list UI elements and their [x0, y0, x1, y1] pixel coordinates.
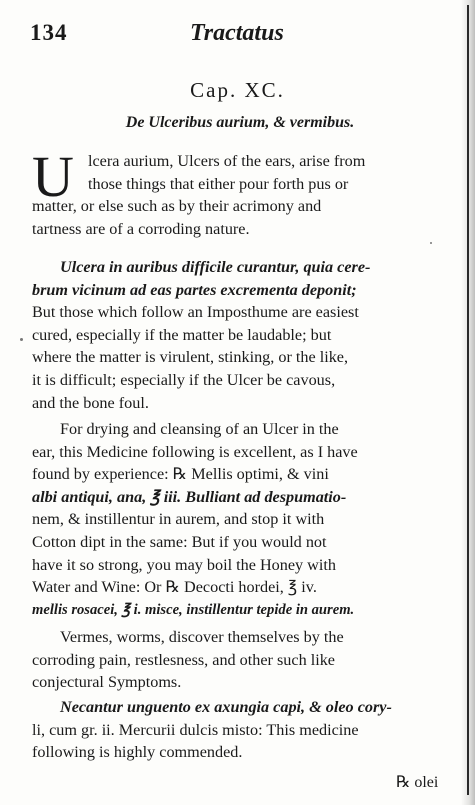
text-line: Ulcera in auribus difficile curantur, quia cere- — [60, 258, 371, 276]
text-line: cured, especially if the matter be laudable; but — [32, 325, 332, 344]
text-line: li, cum gr. ii. Mercurii dulcis misto: This medicine — [32, 720, 359, 739]
text-line: nem, & instillentur in aurem, and stop it with — [32, 510, 325, 529]
paragraph-2 — [32, 256, 452, 414]
text-line: corroding pain, restlesness, and other such like — [32, 650, 335, 669]
print-speck — [20, 338, 23, 341]
paragraph-4 — [32, 626, 452, 694]
paragraph-1 — [32, 144, 452, 240]
chapter-title: Cap. XC. — [190, 78, 285, 102]
page-edge-rule — [467, 5, 469, 795]
text-line: For drying and cleansing of an Ulcer in the — [60, 420, 339, 438]
text-line: conjectural Symptoms. — [32, 673, 182, 692]
page-header — [30, 20, 450, 54]
text-line: albi antiqui, ana, ℥ iii. Bulliant ad despumatio- — [32, 487, 347, 506]
text-line: lcera aurium, Ulcers of the ears, arise from — [88, 152, 366, 170]
text-line: But those which follow an Imposthume are easiest — [32, 303, 359, 322]
text-line: found by experience: ℞ Mellis optimi, & vini — [32, 465, 329, 484]
text-line: Vermes, worms, discover themselves by the — [60, 628, 344, 646]
page-number: 134 — [30, 20, 68, 45]
text-line: following is highly commended. — [32, 743, 243, 762]
text-line: Cotton dipt in the same: But if you would not — [32, 532, 327, 551]
paragraph-3 — [32, 418, 452, 621]
text-line: mellis rosacei, ℥ i. misce, instillentur tepide in aurem. — [32, 601, 355, 618]
text-line: ear, this Medicine following is excellent, as I have — [32, 442, 358, 461]
running-head: Tractatus — [190, 20, 284, 46]
print-speck — [430, 242, 432, 244]
text-line: Water and Wine: Or ℞ Decocti hordei, ℥ iv. — [32, 578, 317, 597]
drop-cap: U — [32, 144, 74, 209]
text-line: where the matter is virulent, stinking, or the like, — [32, 348, 349, 367]
text-line: brum vicinum ad eas partes excrementa deponit; — [32, 280, 357, 299]
paragraph-5 — [32, 696, 452, 764]
text-line: matter, or else such as by their acrimony and — [32, 197, 322, 216]
catchword: ℞ olei — [396, 774, 439, 791]
text-line: and the bone foul. — [32, 393, 149, 412]
text-line: Necantur unguento ex axungia capi, & oleo cory- — [60, 698, 392, 716]
text-line: have it so strong, you may boil the Honey with — [32, 555, 336, 574]
chapter-subtitle: De Ulceribus aurium, & vermibus. — [125, 114, 355, 131]
text-line: tartness are of a corroding nature. — [32, 219, 250, 238]
text-line: it is difficult; especially if the Ulcer be cavous, — [32, 370, 336, 389]
text-line: those things that either pour forth pus or — [88, 174, 349, 193]
